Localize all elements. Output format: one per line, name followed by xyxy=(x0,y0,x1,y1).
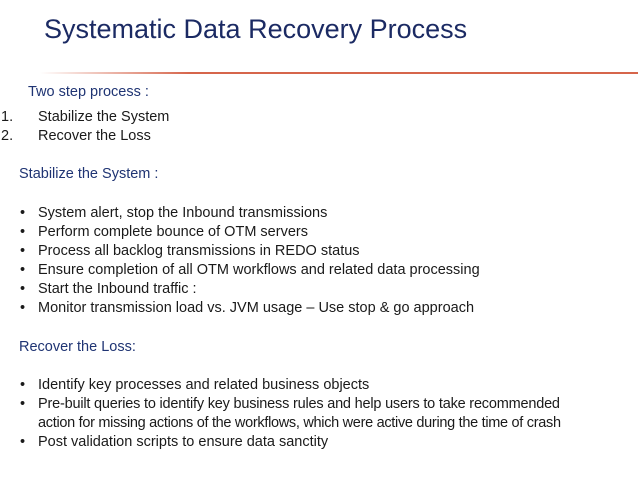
bullet-icon: • xyxy=(20,281,26,297)
bullet-text: Pre-built queries to identify key business rules and help users to take recommended xyxy=(38,396,560,412)
bullet-text: System alert, stop the Inbound transmissions xyxy=(38,205,328,221)
bullet-text: action for missing actions of the workflows, which were active during the time of crash xyxy=(38,415,561,431)
bullet-icon: • xyxy=(20,300,26,316)
step-number: 2. xyxy=(1,128,14,144)
bullet-text: Ensure completion of all OTM workflows and related data processing xyxy=(38,262,480,278)
bullet-icon: • xyxy=(20,434,26,450)
bullet-text: Process all backlog transmissions in REDO status xyxy=(38,243,360,259)
bullet-text: Identify key processes and related business objects xyxy=(38,377,370,393)
slide-title: Systematic Data Recovery Process xyxy=(44,14,468,44)
bullet-icon: • xyxy=(20,205,26,221)
bullet-text: Start the Inbound traffic : xyxy=(38,281,197,297)
bullet-icon: • xyxy=(20,243,26,259)
section-heading-stabilize: Stabilize the System : xyxy=(19,166,159,182)
step-text: Stabilize the System xyxy=(38,109,170,125)
bullet-icon: • xyxy=(20,396,26,412)
bullet-text: Monitor transmission load vs. JVM usage – Use stop & go approach xyxy=(38,300,475,316)
bullet-icon: • xyxy=(20,224,26,240)
bullet-icon: • xyxy=(20,262,26,278)
title-divider xyxy=(40,72,638,74)
bullet-icon: • xyxy=(20,377,26,393)
step-text: Recover the Loss xyxy=(38,128,151,144)
bullet-text: Post validation scripts to ensure data sanctity xyxy=(38,434,329,450)
section-heading-recover: Recover the Loss: xyxy=(19,339,136,355)
step-number: 1. xyxy=(1,109,14,125)
bullet-text: Perform complete bounce of OTM servers xyxy=(38,224,308,240)
intro-label: Two step process : xyxy=(28,84,149,100)
